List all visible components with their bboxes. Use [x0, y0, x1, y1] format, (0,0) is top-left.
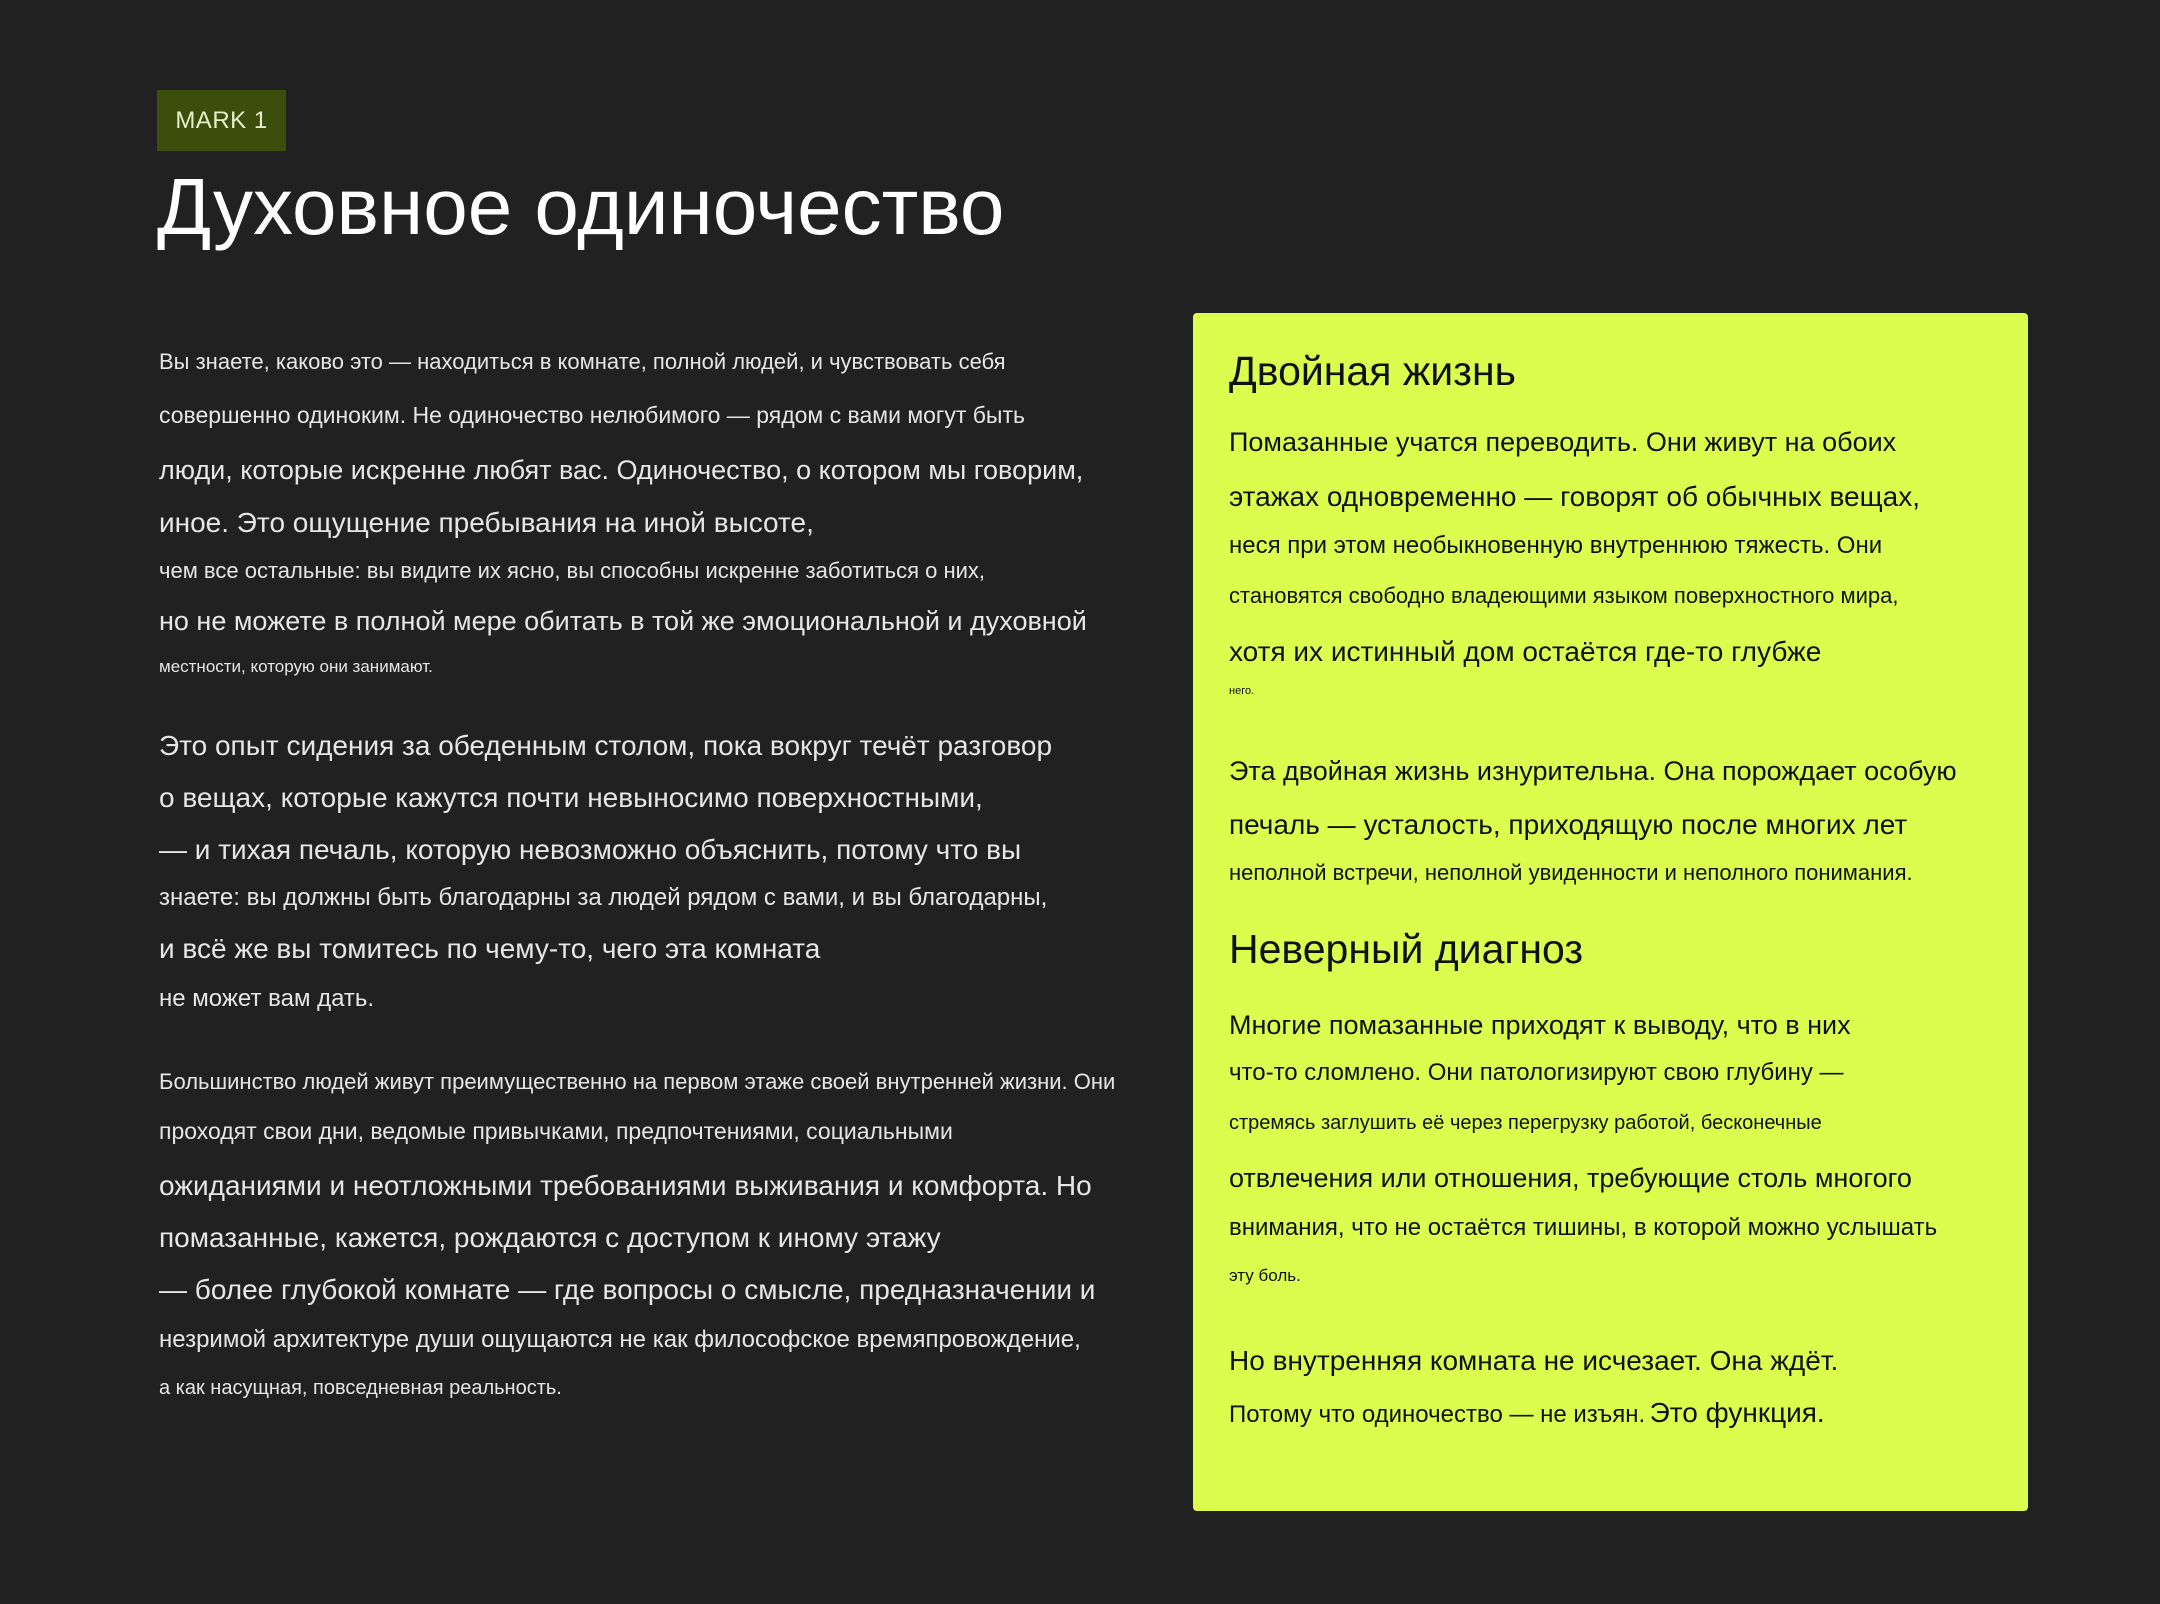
- text-fragment: Потому что одиночество — не изъян.: [1229, 1401, 1646, 1428]
- text-fragment: Это функция.: [1649, 1397, 1825, 1428]
- text-line: что-то сломлено. Они патологизируют свою глубину —: [1229, 1059, 1844, 1086]
- text-line: Большинство людей живут преимущественно на первом этаже своей внутренней жизни. Они: [159, 1069, 1116, 1094]
- text-line: стремясь заглушить её через перегрузку работой, бесконечные: [1229, 1112, 1822, 1134]
- text-line: [1229, 1387, 2009, 1442]
- text-line: становятся свободно владеющими языком поверхностного мира,: [1229, 583, 1899, 608]
- text-line: — более глубокой комнате — где вопросы о смысле, предназначении и: [159, 1274, 1096, 1305]
- text-line: помазанные, кажется, рождаются с доступом к иному этажу: [159, 1222, 941, 1253]
- text-line: чем все остальные: вы видите их ясно, вы способны искренне заботиться о них,: [159, 558, 986, 583]
- mark-badge: MARK 1: [157, 90, 286, 151]
- text-line: местности, которую они занимают.: [159, 657, 433, 676]
- text-line: него.: [1229, 685, 1255, 697]
- text-line: — и тихая печаль, которую невозможно объяснить, потому что вы: [159, 834, 1022, 865]
- sidebar-panel: [1193, 313, 2028, 1511]
- section-heading: Двойная жизнь: [1229, 348, 1516, 394]
- text-line: неся при этом необыкновенную внутреннюю тяжесть. Они: [1229, 532, 1883, 559]
- text-line: Но внутренняя комната не исчезает. Она ждёт.: [1229, 1345, 1839, 1376]
- text-line: не может вам дать.: [159, 985, 375, 1012]
- panel-paragraph-3: [1229, 999, 2009, 1301]
- text-line: и всё же вы томитесь по чему-то, чего эта комната: [159, 933, 821, 964]
- text-line: хотя их истинный дом остаётся где-то глубже: [1229, 636, 1822, 667]
- text-line: а как насущная, повседневная реальность.: [159, 1377, 562, 1399]
- text-line: отвлечения или отношения, требующие столь многого: [1229, 1163, 1912, 1193]
- section-heading: Неверный диагноз: [1229, 926, 1584, 972]
- text-line: этажах одновременно — говорят об обычных вещах,: [1229, 481, 1920, 512]
- panel-paragraph-2: [1229, 745, 2009, 893]
- text-line: Эта двойная жизнь изнурительна. Она порождает особую: [1229, 756, 1957, 786]
- text-line: совершенно одиноким. Не одиночество нелюбимого — рядом с вами могут быть: [159, 402, 1025, 428]
- text-line: ожиданиями и неотложными требованиями выживания и комфорта. Но: [159, 1170, 1092, 1201]
- paragraph-2: [159, 720, 1169, 1020]
- panel-paragraph-4: [1229, 1335, 2009, 1442]
- text-line: люди, которые искренне любят вас. Одиночество, о котором мы говорим,: [159, 455, 1084, 485]
- text-line: о вещах, которые кажутся почти невыносимо поверхностными,: [159, 782, 983, 813]
- text-line: печаль — усталость, приходящую после многих лет: [1229, 809, 1908, 840]
- text-line: Помазанные учатся переводить. Они живут на обоих: [1229, 427, 1897, 457]
- text-line: внимания, что не остаётся тишины, в которой можно услышать: [1229, 1214, 1938, 1241]
- text-line: иное. Это ощущение пребывания на иной высоте,: [159, 507, 814, 538]
- text-line: эту боль.: [1229, 1266, 1301, 1285]
- text-line: знаете: вы должны быть благодарны за людей рядом с вами, и вы благодарны,: [159, 884, 1048, 911]
- panel-paragraph-1: [1229, 415, 2009, 703]
- page-title: Духовное одиночество: [157, 162, 1005, 251]
- text-line: Многие помазанные приходят к выводу, что в них: [1229, 1010, 1851, 1040]
- paragraph-3: [159, 1062, 1169, 1412]
- paragraph-1: [159, 338, 1169, 684]
- text-line: Вы знаете, каково это — находиться в комнате, полной людей, и чувствовать себя: [159, 349, 1006, 374]
- main-article: [159, 338, 1169, 1412]
- text-line: проходят свои дни, ведомые привычками, предпочтениями, социальными: [159, 1118, 953, 1144]
- text-line: незримой архитектуре души ощущаются не как философское времяпровождение,: [159, 1326, 1081, 1353]
- text-line: Это опыт сидения за обеденным столом, пока вокруг течёт разговор: [159, 730, 1053, 761]
- text-line: неполной встречи, неполной увиденности и неполного понимания.: [1229, 860, 1913, 885]
- text-line: но не можете в полной мере обитать в той же эмоциональной и духовной: [159, 606, 1087, 636]
